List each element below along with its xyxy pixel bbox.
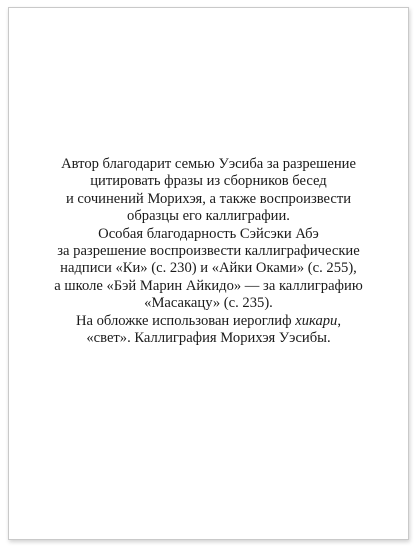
acknowledgements-text: [9, 156, 408, 347]
text-line: а школе «Бэй Марин Айкидо» — за каллиграфию: [54, 277, 363, 294]
text-line: «Масакацу» (с. 235).: [144, 295, 273, 312]
text-line: образцы его каллиграфии.: [127, 208, 290, 225]
italic-term: хикари: [295, 312, 338, 329]
text-line: Особая благодарность Сэйсэки Абэ: [98, 225, 319, 242]
text-line: за разрешение воспроизвести каллиграфические: [57, 243, 360, 260]
text-line: [9, 313, 408, 330]
text-line: Автор благодарит семью Уэсиба за разрешение: [61, 156, 356, 172]
text-segment: На обложке использован иероглиф: [75, 312, 296, 329]
text-line: надписи «Ки» (с. 230) и «Айки Оками» (с. 255),: [60, 260, 357, 277]
text-line: и сочинений Морихэя, а также воспроизвести: [65, 190, 352, 207]
text-segment: ,: [337, 312, 342, 329]
text-line: «свет». Каллиграфия Морихэя Уэсибы.: [86, 330, 331, 347]
book-page: [8, 7, 409, 540]
text-line: цитировать фразы из сборников бесед: [90, 173, 327, 190]
